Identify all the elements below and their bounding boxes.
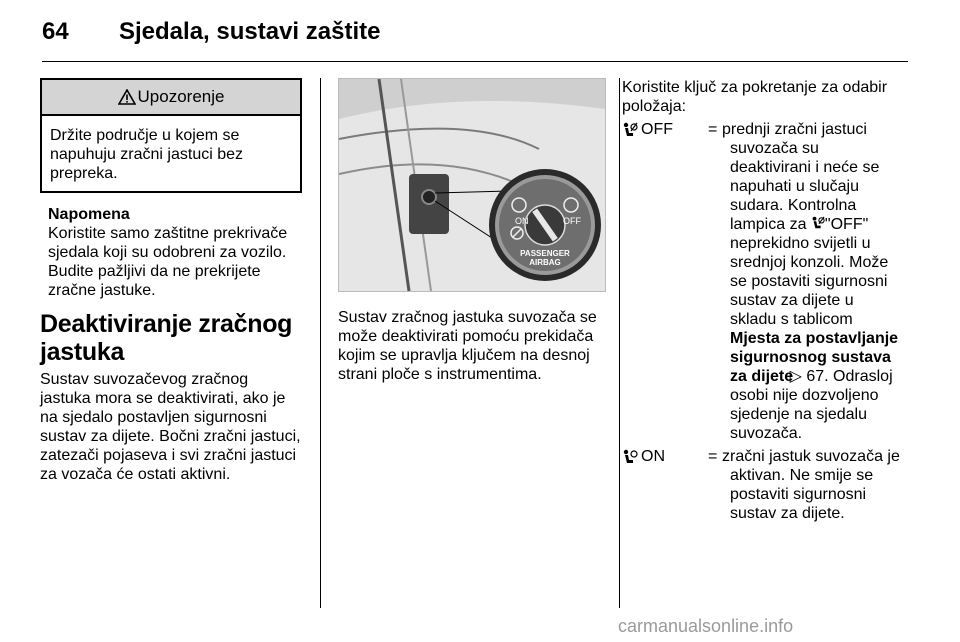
- page-title: Sjedala, sustavi zaštite: [119, 18, 381, 45]
- switch-label-airbag: AIRBAG: [529, 258, 561, 267]
- column-separator-2: [619, 78, 620, 608]
- column-right: [622, 78, 904, 523]
- watermark: carmanualsonline.info: [618, 616, 794, 636]
- page-header: [42, 18, 918, 58]
- switch-label-off: OFF: [563, 216, 581, 226]
- option-off-key: OFF: [641, 121, 673, 138]
- switch-label-on: ON: [515, 216, 529, 226]
- note-body: Koristite samo zaštitne prekrivače sjedala koji su odobreni za vozilo. Budite pažljivi da ne prekrijete zračne jastuke.: [48, 225, 288, 299]
- option-off: [622, 120, 904, 443]
- column-middle: [338, 78, 606, 384]
- header-rule: [42, 61, 908, 62]
- column-left: [40, 78, 302, 484]
- options-intro: Koristite ključ za pokretanje za odabir položaja:: [622, 79, 888, 115]
- page-reference-arrow-icon: ▷: [789, 368, 802, 385]
- option-on: [622, 447, 904, 523]
- note-title: Napomena: [48, 206, 130, 223]
- section-heading: Deaktiviranje zračnog jastuka: [40, 310, 293, 366]
- photo-caption: Sustav zračnog jastuka suvozača se može deaktivirati pomoću prekidača kojim se upravlja ključem na desnoj strani ploče s instrumentima.: [338, 309, 597, 383]
- warning-title: Upozorenje: [137, 87, 225, 106]
- option-off-equals: =: [708, 121, 718, 138]
- option-on-key: ON: [641, 448, 665, 465]
- option-off-description: [722, 120, 904, 443]
- option-off-quote: "OFF": [824, 216, 869, 233]
- switch-label-passenger: PASSENGER: [520, 249, 570, 258]
- page-reference-number[interactable]: 67: [806, 368, 825, 385]
- option-off-text-2: neprekidno svijetli u srednjoj konzoli. Može se postaviti sigurnosni sustav za dijete u skladu s tablicom: [730, 235, 889, 328]
- section-body: Sustav suvozačevog zračnog jastuka mora se deaktivirati, ako je na sjedalo postavljen sigurnosni sustav za dijete. Bočni zračni jastuci, zatezači pojaseva i svi zračni jastuci za vozača će ostati aktivni.: [40, 371, 301, 483]
- note-block: [40, 205, 302, 300]
- airbag-off-icon-inline: [811, 216, 825, 230]
- airbag-off-icon: [622, 122, 638, 138]
- option-on-description: zračni jastuk suvozača je aktivan. Ne smije se postaviti sigurnosni sustav za dijete.: [722, 448, 900, 522]
- warning-body: Držite područje u kojem se napuhuju zračni jastuci bez prepreka.: [50, 127, 244, 182]
- warning-header: [42, 80, 300, 116]
- column-separator-1: [320, 78, 321, 608]
- airbag-switch-illustration: [339, 79, 605, 291]
- airbag-switch-photo: [338, 78, 606, 292]
- option-off-text-3: . Odrasloj osobi nije dozvoljeno sjedenje na sjedalu suvozača.: [730, 368, 893, 442]
- option-off-text-1: prednji zračni jastuci suvozača su deaktivirani i neće se napuhati u slučaju sudara. Kontrolna lampica za: [722, 121, 880, 233]
- warning-box: [40, 78, 302, 193]
- warning-triangle-icon: [118, 89, 136, 105]
- child-seat-table-link[interactable]: Mjesta za postavljanje sigurnosnog sustava za dijete: [730, 330, 899, 385]
- option-on-equals: =: [708, 448, 718, 465]
- airbag-on-icon: [622, 449, 638, 465]
- page-number: 64: [42, 18, 69, 45]
